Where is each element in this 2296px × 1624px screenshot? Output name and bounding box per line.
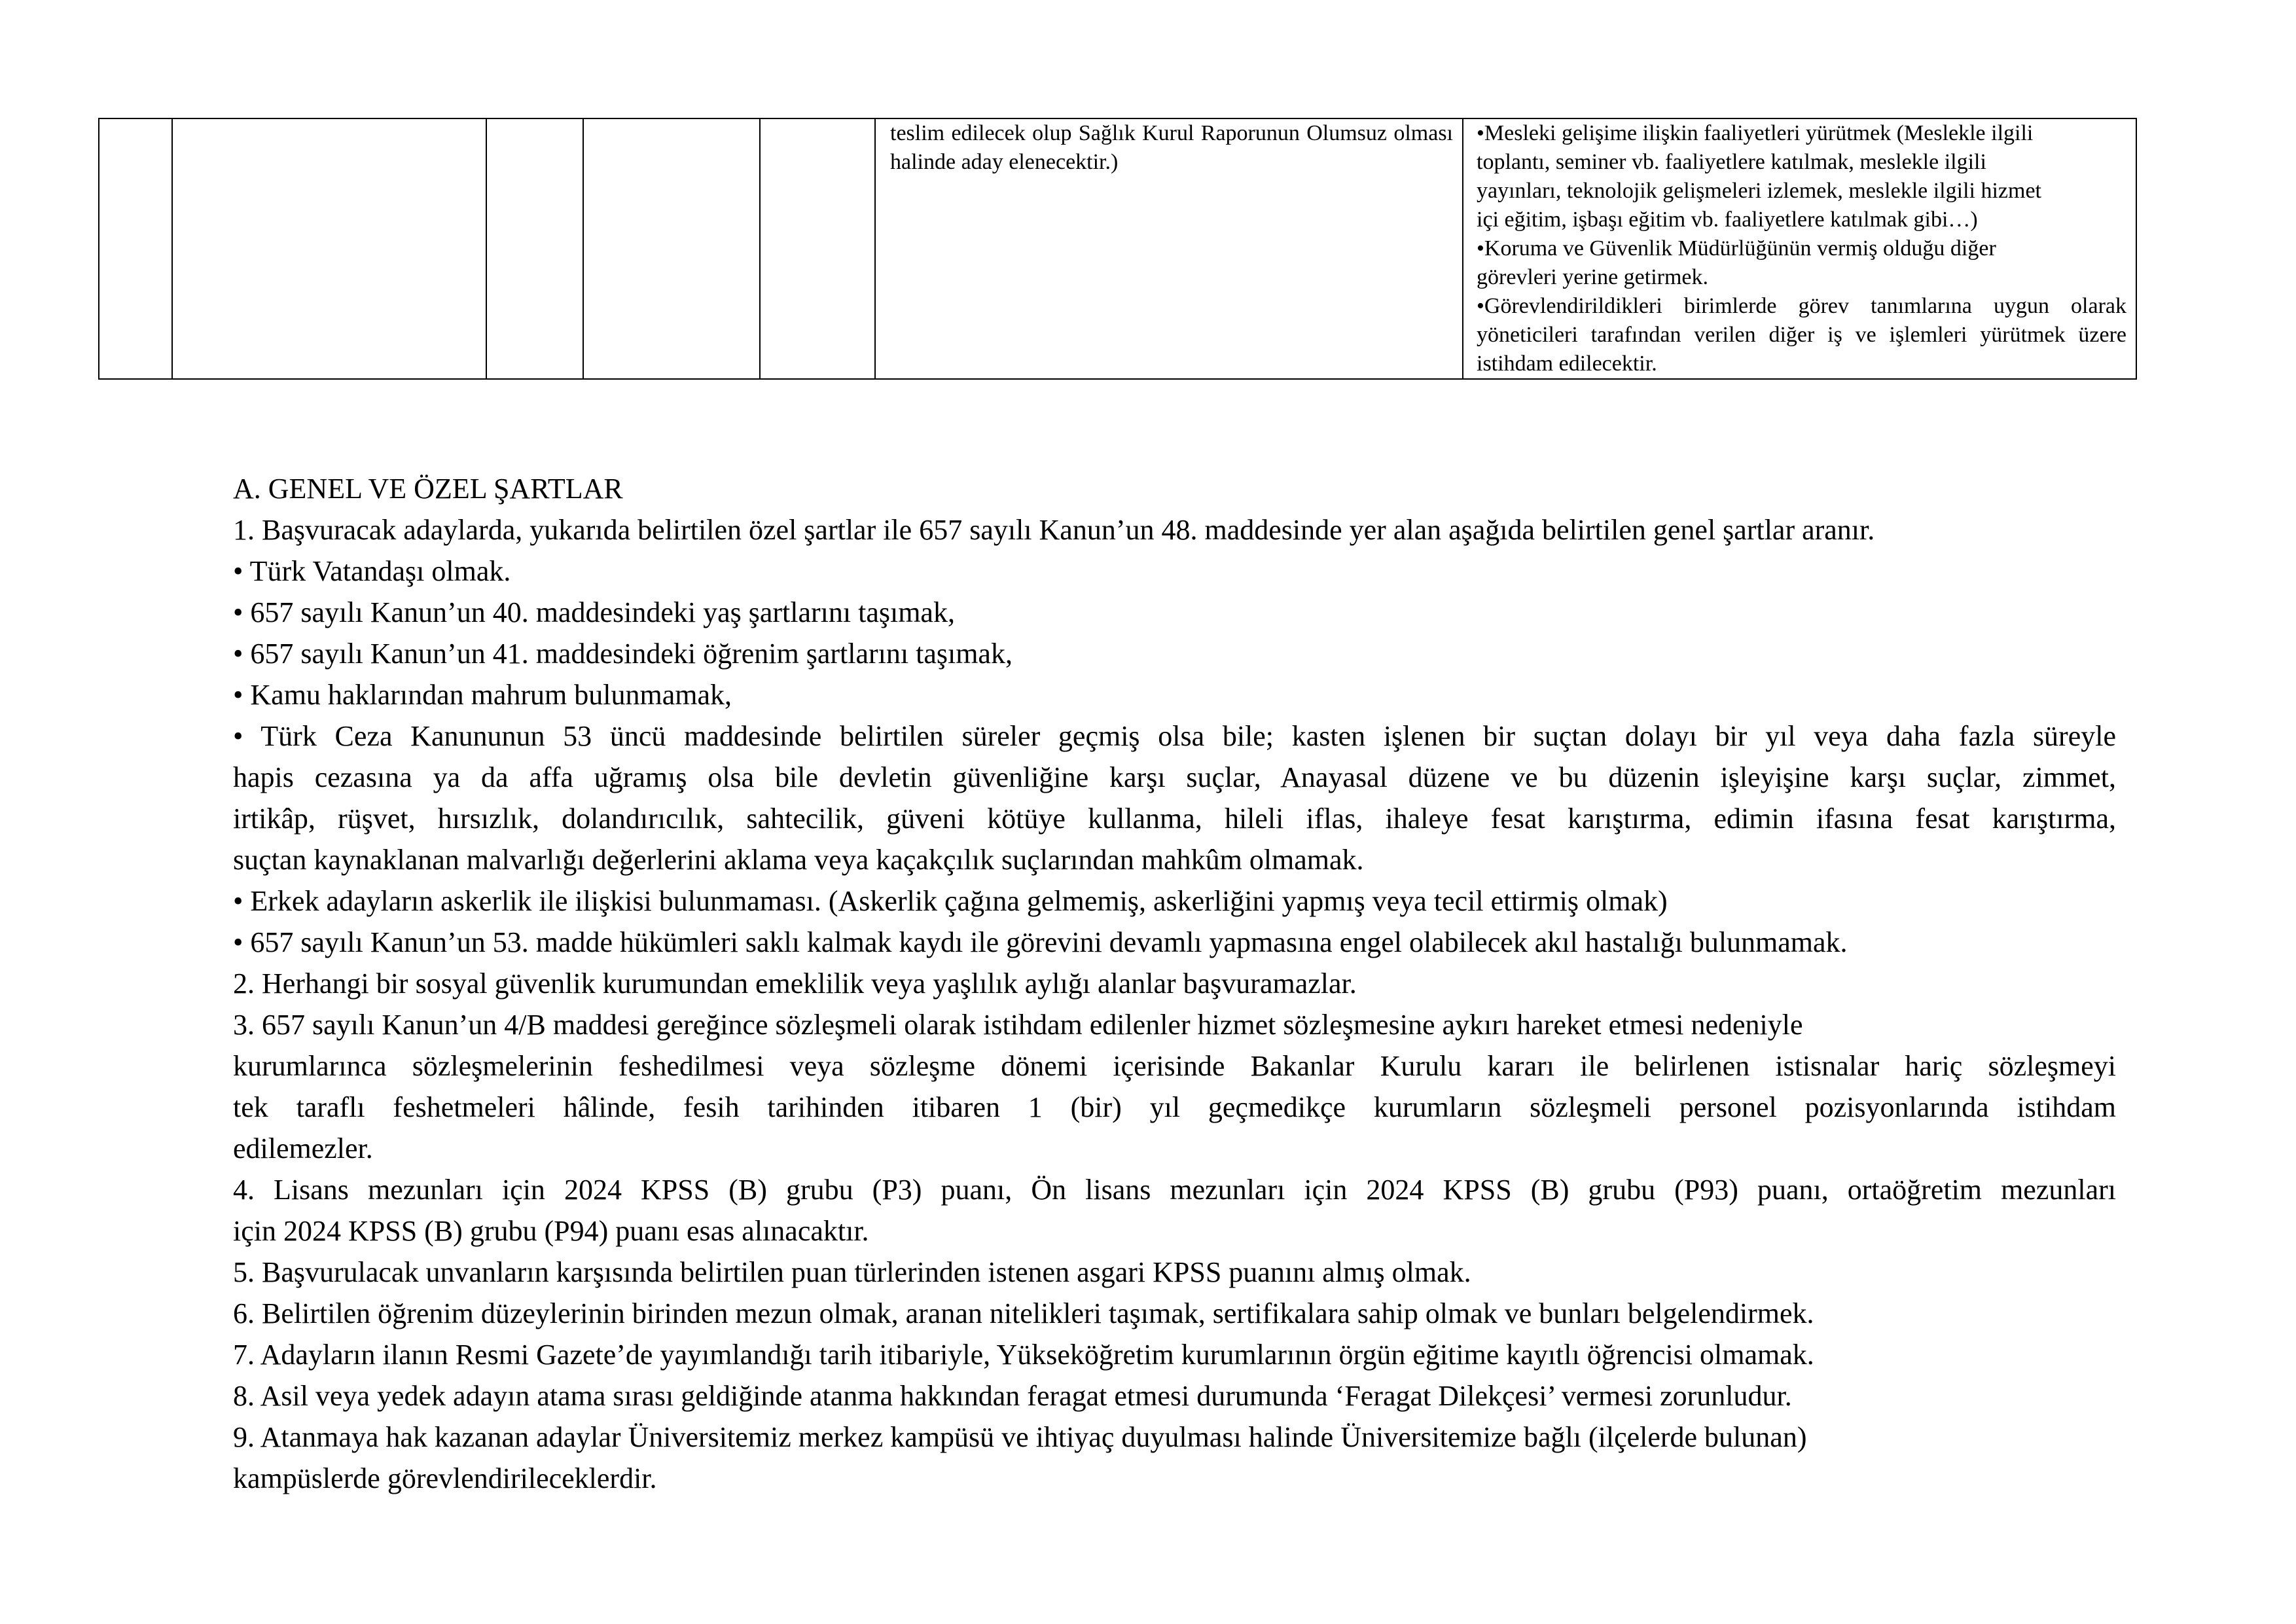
duty-line: görevleri yerine getirmek. [1477,265,1709,289]
body-line: 5. Başvurulacak unvanların karşısında belirtilen puan türlerinden istenen asgari KPSS puanını almış olmak. [233,1256,1471,1288]
table-cell-empty-4 [583,118,760,379]
body-line: hapis cezasına ya da affa uğramış olsa bile devletin güvenliğine karşı suçlar, Anayasal düzene ve bu düzenin işleyişine karşı suçlar, zimmet, [233,761,2116,793]
table-cell-empty-2 [172,118,486,379]
body-line: • Erkek adayların askerlik ile ilişkisi bulunmaması. (Askerlik çağına gelmemiş, askerliğini yapmış veya tecil ettirmiş olmak) [233,885,1668,917]
body-line: irtikâp, rüşvet, hırsızlık, dolandırıcılık, sahtecilik, güveni kötüye kullanma, hileli iflas, ihaleye fesat karıştırma, edimin ifasına fesat karıştırma, [233,803,2116,835]
body-line: kurumlarınca sözleşmelerinin feshedilmesi veya sözleşme dönemi içerisinde Bakanlar Kurulu kararı ile belirlenen istisnalar hariç sözleşmeyi [233,1050,2116,1082]
body-line: 8. Asil veya yedek adayın atama sırası geldiğinde atanma hakkından feragat etmesi durumunda ‘Feragat Dilekçesi’ vermesi zorunludur. [233,1380,1792,1412]
body-line: 9. Atanmaya hak kazanan adaylar Üniversitemiz merkez kampüsü ve ihtiyaç duyulması halinde Üniversitemize bağlı (ilçelerde bulunan) [233,1421,1807,1453]
body-line: kampüslerde görevlendirileceklerdir. [233,1462,657,1494]
positions-table [98,118,2137,380]
body-line: 4. Lisans mezunları için 2024 KPSS (B) grubu (P3) puanı, Ön lisans mezunları için 2024 KPSS (B) grubu (P93) puanı, ortaöğretim mezunları [233,1174,2116,1206]
body-line: için 2024 KPSS (B) grubu (P94) puanı esas alınacaktır. [233,1215,869,1247]
body-line: • Türk Ceza Kanununun 53 üncü maddesinde belirtilen süreler geçmiş olsa bile; kasten işlenen bir suçtan dolayı bir yıl veya daha fazla süreyle [233,720,2116,752]
duty-line: istihdam edilecektir. [1477,352,1657,376]
body-line: 7. Adayların ilanın Resmi Gazete’de yayımlandığı tarih itibariyle, Yükseköğretim kurumlarının örgün eğitime kayıtlı öğrencisi olmamak. [233,1339,1814,1371]
table-cell-duties [1463,118,2136,379]
table-cell-empty-5 [760,118,875,379]
conditions-text: teslim edilecek olup Sağlık Kurul Raporunun Olumsuz olması halinde aday elenecektir.) [890,121,1453,174]
body-line: • Kamu haklarından mahrum bulunmamak, [233,679,732,711]
body-line: • 657 sayılı Kanun’un 53. madde hükümleri saklı kalmak kaydı ile görevini devamlı yapmasına engel olabilecek akıl hastalığı bulunmamak. [233,926,1848,958]
body-line: suçtan kaynaklanan malvarlığı değerlerini aklama veya kaçakçılık suçlarından mahkûm olmamak. [233,844,1364,876]
duty-line: •Koruma ve Güvenlik Müdürlüğünün vermiş olduğu diğer [1477,236,1996,261]
duty-line: yayınları, teknolojik gelişmeleri izlemek, meslekle ilgili hizmet [1477,179,2041,203]
table-cell-conditions [875,118,1463,379]
duty-line: içi eğitim, işbaşı eğitim vb. faaliyetlere katılmak gibi…) [1477,208,1978,232]
duty-line: •Görevlendirildikleri birimlerde görev tanımlarına uygun olarak [1477,294,2126,318]
duty-line: toplantı, seminer vb. faaliyetlere katılmak, meslekle ilgili [1477,150,1986,174]
table-cell-empty-3 [486,118,583,379]
body-line: 3. 657 sayılı Kanun’un 4/B maddesi gereğince sözleşmeli olarak istihdam edilenler hizmet sözleşmesine aykırı hareket etmesi nedeniyle [233,1009,1803,1041]
table-row [99,118,2136,379]
duty-line: yöneticileri tarafından verilen diğer iş ve işlemleri yürütmek üzere [1477,323,2126,347]
table-cell-empty-1 [99,118,172,379]
duty-line: •Mesleki gelişime ilişkin faaliyetleri yürütmek (Meslekle ilgili [1477,121,2034,145]
body-line: • 657 sayılı Kanun’un 41. maddesindeki öğrenim şartlarını taşımak, [233,638,1013,670]
body-line: 1. Başvuracak adaylarda, yukarıda belirtilen özel şartlar ile 657 sayılı Kanun’un 48. maddesinde yer alan aşağıda belirtilen genel şartlar aranır. [233,514,1875,546]
body-line: • Türk Vatandaşı olmak. [233,555,511,587]
body-line: 6. Belirtilen öğrenim düzeylerinin birinden mezun olmak, aranan nitelikleri taşımak, sertifikalara sahip olmak ve bunları belgelendirmek. [233,1297,1814,1329]
body-line: edilemezler. [233,1132,373,1164]
body-line: tek taraflı feshetmeleri hâlinde, fesih tarihinden itibaren 1 (bir) yıl geçmedikçe kurumların sözleşmeli personel pozisyonlarında istihdam [233,1091,2116,1123]
body-line: 2. Herhangi bir sosyal güvenlik kurumundan emeklilik veya yaşlılık aylığı alanlar başvuramazlar. [233,967,1357,1000]
body-line: • 657 sayılı Kanun’un 40. maddesindeki yaş şartlarını taşımak, [233,596,955,628]
section-heading: A. GENEL VE ÖZEL ŞARTLAR [233,473,623,505]
general-conditions-section [233,468,2116,1499]
